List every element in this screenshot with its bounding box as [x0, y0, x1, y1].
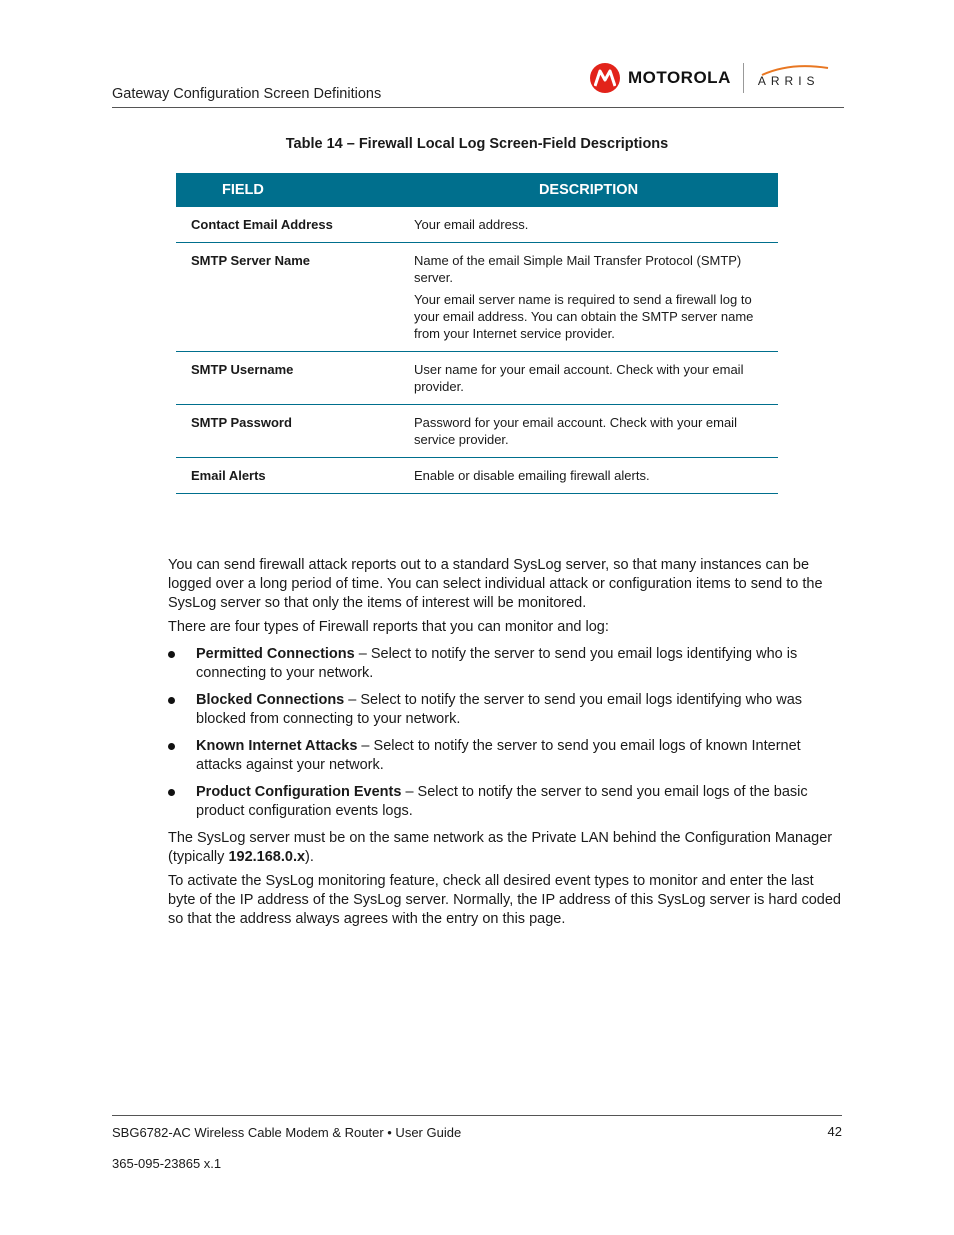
logo-divider: [743, 63, 744, 93]
list-item-term: Permitted Connections: [196, 646, 355, 662]
list-item-text: – Select to notify the server to send you email logs of the basic product configuration events logs.: [196, 784, 808, 819]
list-item-text: – Select to notify the server to send you email logs of known Internet attacks against your network.: [196, 738, 801, 773]
field-name-cell: Email Alerts: [176, 458, 399, 494]
arris-wordmark: ARRIS: [758, 74, 820, 88]
ip-address-text: 192.168.0.x: [228, 849, 306, 865]
footer-title: SBG6782-AC Wireless Cable Modem & Router • User Guide: [112, 1125, 462, 1140]
header-divider: [112, 107, 844, 108]
table-header-row: [176, 173, 778, 207]
motorola-wordmark: MOTOROLA: [628, 68, 731, 87]
list-item-text: – Select to notify the server to send you email logs identifying who was blocked from connecting to your network.: [196, 692, 803, 727]
field-name-cell: SMTP Password: [176, 405, 399, 458]
paragraph-syslog-activate: To activate the SysLog monitoring feature, check all desired event types to monitor and enter the last byte of the IP address of the SysLog server. Normally, the IP address of this SysLog server is hard coded so that the address always agrees with the entry on this page.: [168, 873, 841, 927]
report-type-list: [168, 645, 844, 821]
table-row: [176, 458, 778, 494]
table-row: [176, 207, 778, 243]
document-number: 365-095-23865 x.1: [112, 1156, 222, 1171]
table-row: [176, 352, 778, 405]
brand-logos: [590, 60, 830, 96]
description-cell: Enable or disable emailing firewall alerts.: [399, 458, 778, 494]
table-row: [176, 405, 778, 458]
paragraph-syslog-network: The SysLog server must be on the same network as the Private LAN behind the Configuration Manager (typically 192.168.0.x).: [168, 830, 833, 865]
field-name-cell: SMTP Username: [176, 352, 399, 405]
list-item-text: – Select to notify the server to send you email logs identifying who is connecting to your network.: [196, 646, 798, 681]
bullet-icon: [168, 697, 175, 704]
table-row: [176, 243, 778, 352]
bullet-icon: [168, 651, 175, 658]
description-cell: Name of the email Simple Mail Transfer Protocol (SMTP) server. Your email server name is required to send a firewall log to your email address. You can obtain the SMTP server name from your Internet service provider.: [399, 243, 778, 352]
page-header-title: Gateway Configuration Screen Definitions: [112, 86, 382, 102]
paragraph-syslog-intro: You can send firewall attack reports out to a standard SysLog server, so that many instances can be logged over a long period of time. You can select individual attack or configuration items to send to the SysLog server so that only the items of interest will be monitored.: [168, 557, 823, 611]
list-item-term: Known Internet Attacks: [196, 738, 358, 754]
field-name-cell: SMTP Server Name: [176, 243, 399, 352]
bullet-icon: [168, 789, 175, 796]
page-number: 42: [827, 1124, 842, 1139]
motorola-logo-icon: [590, 63, 620, 93]
list-item: [168, 783, 844, 821]
list-item: [168, 645, 844, 683]
field-name-cell: Contact Email Address: [176, 207, 399, 243]
table-caption: Table 14 – Firewall Local Log Screen-Field Descriptions: [285, 136, 669, 152]
field-description-table: [176, 173, 778, 494]
arris-swoosh-icon: [760, 64, 830, 76]
column-header-description: DESCRIPTION: [399, 173, 778, 207]
list-item: [168, 737, 844, 775]
list-item-term: Product Configuration Events: [196, 784, 402, 800]
description-cell: User name for your email account. Check with your email provider.: [399, 352, 778, 405]
description-cell: Password for your email account. Check with your email service provider.: [399, 405, 778, 458]
body-content: [168, 556, 844, 934]
description-cell: Your email address.: [399, 207, 778, 243]
bullet-icon: [168, 743, 175, 750]
column-header-field: FIELD: [176, 173, 399, 207]
list-item-term: Blocked Connections: [196, 692, 345, 708]
list-item: [168, 691, 844, 729]
paragraph-report-types: There are four types of Firewall reports that you can monitor and log:: [168, 619, 609, 635]
footer-divider: [112, 1115, 842, 1116]
